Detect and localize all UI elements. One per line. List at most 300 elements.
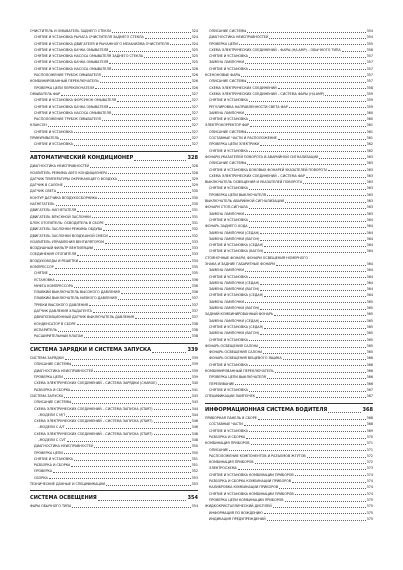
- toc-entry-title: РАЗБОРКА И СБОРКА: [34, 463, 71, 468]
- dot-leader: [89, 302, 191, 307]
- toc-entry-title: ОПИСАНИЕ СИСТЕМЫ: [34, 362, 72, 367]
- dot-leader: [93, 308, 191, 313]
- dot-leader: [102, 72, 191, 77]
- toc-entry-title: ДИАГНОСТИКА НЕИСПРАВНОСТЕЙ: [30, 164, 90, 169]
- toc-entry-title: СНЯТИЕ И УСТАНОВКА БАЧКА ОМЫВАТЕЛЯ: [34, 104, 109, 109]
- toc-page-number: 363: [366, 199, 373, 204]
- toc-entry-title: ЗАДНИЙ КОМБИНИРОВАННЫЙ ФОНАРЬ: [205, 312, 274, 317]
- toc-entry-title: СНЯТИЕ И УСТАНОВКА: [209, 186, 248, 191]
- toc-page-number: 344: [191, 412, 198, 417]
- toc-entry-title: ДВИГАТЕЛЬ ВПУСКНОЙ ЗАСЛОНКИ: [30, 214, 91, 219]
- toc-entry-title: РАСПОЛОЖЕНИЕ ТРУБОК ОМЫВАТЕЛЯ: [34, 117, 101, 122]
- toc-entry-title: КОНТУР ДАТЧИКА ВОЗДУХОСБОРНИКА: [30, 195, 98, 200]
- dot-leader: [57, 188, 191, 193]
- toc-page-number: 332: [191, 233, 198, 238]
- dot-leader: [64, 182, 191, 187]
- toc-page-number: 327: [191, 136, 198, 141]
- dot-leader: [109, 233, 191, 238]
- toc-entry-title: БЛОК ОТОПИТЕЛЬ: ОСВОДИТЕЛЬ В СБОРЕ: [30, 220, 104, 225]
- toc-entry-title: ФОНАРЬ ОСВЕЩЕНИЯ САЛОНА: [205, 343, 259, 348]
- toc-entry-title: СОСТАВНЫЕ ЧАСТИ: [209, 422, 243, 427]
- toc-page-number: 335: [191, 264, 198, 269]
- toc-page-number: 364: [366, 287, 373, 292]
- dot-leader: [71, 387, 190, 392]
- toc-entry-title: КАЛИБРОВКА КОМБИНАЦИИ ПРИБОРОВ: [209, 485, 279, 490]
- toc-entry-title: СНЯТИЕ И УСТАНОВКА НАСОСА ОМЫВАТЕЛЯ: [34, 66, 112, 71]
- dot-leader: [279, 484, 366, 489]
- dot-leader: [249, 204, 366, 209]
- toc-entry-title: ПРОВЕРКА ЦЕПИ ЭЛЕКТРИКИ: [209, 142, 260, 147]
- dot-leader: [249, 116, 366, 121]
- toc-entry-title: СХЕМА ЭЛЕКТРИЧЕСКИХ СОЕДИНЕНИЙ – СИСТЕМА ЗАРЯДКИ (CHARGE): [34, 381, 157, 386]
- toc-entry-title: ОПИСАНИЕ СИСТЕМЫ: [34, 400, 72, 405]
- toc-page-number: 350: [191, 444, 198, 449]
- toc-entry-title: СХЕМА ЭЛЕКТРИЧЕСКИХ СОЕДИНЕНИЙ – СИСТЕМА ФАР: [209, 173, 305, 178]
- toc-page-number: 343: [191, 400, 198, 405]
- toc-entry-title: ОМЫВАТЕЛЬ ФАР: [30, 91, 61, 96]
- dot-leader: [98, 195, 190, 200]
- dot-leader: [245, 267, 366, 272]
- toc-entry-title: СХЕМА ЭЛЕКТРИЧЕСКИХ СОЕДИНЕНИЙ – СИСТЕМА ФАРЫ (H/LAMP): [209, 91, 325, 96]
- toc-entry-title: СИСТЕМА ЗАПУСКА: [30, 393, 64, 398]
- toc-entry-title: ЗАМЕНА ЛАМПОЧКИ: [209, 60, 245, 65]
- section-divider: [205, 403, 373, 404]
- toc-page-number: 337: [191, 315, 198, 320]
- toc-entry-title: СНЯТИЕ И УСТАНОВКА ФОРСУНОК ОМЫВАТЕЛЯ: [34, 98, 117, 103]
- toc-entry-title: СХЕМА ЭЛЕКТРИЧЕСКИХ СОЕДИНЕНИЙ – СИСТЕМА ЗАПУСКА (START): [34, 419, 153, 424]
- dot-leader: [276, 261, 366, 266]
- dot-leader: [56, 201, 191, 206]
- toc-entry-title: СНЯТИЕ И УСТАНОВКА ДВИГАТЕЛЯ И РЫЧАЖНОГО МЕХАНИЗМА ОЧИСТИТЕЛЯ: [34, 41, 169, 46]
- toc-page-number: 348: [191, 431, 198, 436]
- toc-entry-title: ЗАМЕНА ЛАМПОЧКИ (ВАГОН): [209, 236, 260, 241]
- dot-leader: [56, 277, 191, 282]
- dot-leader: [112, 110, 190, 115]
- dot-leader: [118, 295, 191, 300]
- toc-entry-title: УСИЛИТЕЛЬ РЕЖИМА АВТО КОНДИЦИОНЕРА: [30, 170, 108, 175]
- dot-leader: [264, 324, 365, 329]
- toc-entry-title: СНЯТИЕ И УСТАНОВКА: [209, 54, 248, 59]
- toc-page-number: 365: [366, 306, 373, 311]
- toc-entry-title: ПРОВЕРКА ЦЕПИ КОМБИНАЦИИ ПРИБОРОВ: [209, 497, 284, 502]
- toc-section-heading[interactable]: [30, 154, 198, 163]
- toc-entry-title: ЗАМЕНА ЛАМПОЧКИ: [209, 299, 245, 304]
- dot-leader: [67, 437, 191, 442]
- toc-entry-title: СНЯТИЕ И УСТАНОВКА РЫЧАГА ОЧИСТИТЕЛЯ ЗАДНЕГО СТЕКЛА: [34, 35, 144, 40]
- toc-entry-title: ОПИСАНИЕ СИСТЕМЫ: [209, 79, 247, 84]
- toc-page-number: 331: [191, 214, 198, 219]
- dot-leader: [249, 217, 366, 222]
- toc-page-number: 327: [191, 110, 198, 115]
- toc-section-heading[interactable]: [205, 406, 373, 415]
- toc-page-number: 337: [191, 296, 198, 301]
- dot-leader: [77, 251, 190, 256]
- toc-entry-title: МУФТА КОМПРЕССОРА: [34, 283, 74, 288]
- toc-entry-title: СНЯТИЕ И УСТАНОВКА КОМБИНАЦИИ ПРИБОРОВ: [209, 472, 294, 477]
- toc-page-number: 359: [366, 98, 373, 103]
- toc-entry-title: СНЯТИЕ И УСТАНОВКА: [209, 362, 248, 367]
- toc-page-number: 355: [366, 41, 373, 46]
- toc-right-column: [205, 28, 373, 522]
- dot-leader: [71, 462, 190, 467]
- dot-leader: [109, 59, 190, 64]
- toc-entry-title: СПЕЦИФИКАЦИИ ЛАМПОЧЕК: [205, 394, 255, 399]
- dot-leader: [267, 516, 366, 521]
- dot-leader: [283, 355, 366, 360]
- toc-page-number: 365: [366, 337, 373, 342]
- toc-page-number: 348: [191, 438, 198, 442]
- toc-page-number: 374: [366, 472, 373, 477]
- toc-entry-title: ИНФОРМАЦИЯ ПО ВОЖДЕНИЮ: [209, 510, 263, 515]
- toc-page-number: 325: [191, 60, 198, 65]
- toc-entry-title: ЗАМЕНА ЛАМПОЧКИ: [209, 211, 245, 216]
- toc-entry-title: СХЕМА ЭЛЕКТРИЧЕСКИХ СОЕДИНЕНИЙ – ФАРЫ (H/LAMP) – ОБЫЧНОГО ТИПА: [209, 47, 341, 52]
- toc-entry-title: ПЛАВКИЙ ВЫКЛЮЧАТЕЛЬ НИЗКОГО ДАВЛЕНИЯ: [34, 296, 117, 301]
- toc-page-number: 357: [366, 60, 373, 65]
- dot-leader: [275, 368, 366, 373]
- toc-entry-title: СНЯТИЕ И УСТАНОВКА БАЧКА ОМЫВАТЕЛЯ: [34, 60, 109, 65]
- toc-page-number: 365: [366, 331, 373, 336]
- toc-entry-title: ОЧИСТИТЕЛЬ И ОМЫВАТЕЛЬ ЗАДНЕГО СТЕКЛА: [30, 29, 112, 33]
- toc-page-number: 327: [191, 117, 198, 122]
- toc-page-number: 363: [366, 180, 373, 185]
- dot-leader: [246, 434, 365, 439]
- toc-entry-title: ФОНАРЬ ЗАДНЕГО ХОДА: [205, 224, 248, 229]
- toc-page-number: 327: [191, 98, 198, 103]
- dot-leader: [307, 453, 366, 458]
- dot-leader: [152, 346, 186, 353]
- toc-page-number: 374: [366, 479, 373, 484]
- dot-leader: [121, 289, 191, 294]
- dot-leader: [245, 211, 366, 216]
- toc-page-number: 362: [366, 148, 373, 153]
- toc-entry-title: ПРОВЕРКА ЦЕПИ: [209, 41, 238, 46]
- toc-entry-title: СНЯТИЕ И УСТАНОВКА: [209, 387, 248, 392]
- toc-page-number: 360: [366, 117, 373, 122]
- dot-leader: [106, 481, 191, 486]
- toc-entry[interactable]: [30, 503, 198, 509]
- toc-entry-title: СНЯТИЕ И УСТАНОВКА НАСОСА ОМЫВАТЕЛЯ: [34, 110, 112, 115]
- toc-entry[interactable]: [30, 481, 198, 487]
- toc-entry-title: ДАТЧИК СВЕТА: [30, 189, 57, 194]
- toc-section-heading[interactable]: [30, 494, 198, 503]
- dot-leader: [229, 447, 365, 452]
- toc-entry-title: ПРОВЕРКА ЦЕПИ: [34, 450, 63, 455]
- toc-entry-title: УСТАНОВКА: [34, 277, 55, 282]
- toc-entry-title: ЗАМЕНА ЛАМПОЧКИ (СЕДАН): [209, 280, 260, 285]
- dot-leader: [74, 456, 191, 461]
- toc-page-number: 339: [191, 375, 198, 380]
- toc-entry-title: СНЯТИЕ И УСТАНОВКА: [34, 456, 73, 461]
- toc-entry-title: ДАТЧИК В САЛОНЕ: [30, 183, 63, 188]
- toc-page-number: 363: [366, 211, 373, 216]
- dot-leader: [255, 459, 366, 464]
- toc-page-number: 346: [191, 419, 198, 424]
- dot-leader: [94, 368, 190, 373]
- toc-page-number: 364: [366, 224, 373, 229]
- dot-leader: [303, 179, 365, 184]
- dot-leader: [250, 122, 366, 127]
- toc-entry-title: СНЯТИЕ И УСТАНОВКА КОМБИНАЦИИ ПРИБОРОВ: [209, 491, 294, 496]
- toc-page-number: 365: [366, 350, 373, 355]
- toc-entry-title: СНЯТИЕ И УСТАНОВКА: [209, 98, 248, 103]
- dot-leader: [154, 431, 191, 436]
- toc-page-number: 333: [191, 239, 198, 244]
- toc-entry-title: СНЯТИЕ: [34, 271, 48, 276]
- dot-leader: [263, 349, 365, 354]
- dot-leader: [118, 176, 191, 181]
- toc-entry-title: ПЕРЕЛИВАНИЕ: [209, 381, 235, 386]
- dot-leader: [112, 66, 190, 71]
- dot-leader: [267, 192, 366, 197]
- toc-page-number: 364: [366, 293, 373, 298]
- section-divider: [30, 151, 198, 152]
- toc-entry-title: ВОЗДУХОВОДЫ И РЕШЕТКИ: [30, 258, 79, 263]
- toc-page-number: 370: [366, 435, 373, 439]
- dot-leader: [306, 173, 366, 178]
- dot-leader: [98, 494, 187, 501]
- toc-entry-title: СТОЯНОЧНЫЕ ФОНАРИ, ФОНАРИ ОСВЕЩЕНИЯ НОМЕРНОГО: [205, 255, 308, 260]
- toc-page-number: 363: [366, 192, 373, 197]
- toc-entry-title: ЗАМЕНА ЛАМПОЧКИ (СЕДАН): [209, 318, 260, 323]
- dot-leader: [249, 274, 366, 279]
- toc-page-number: 343: [191, 393, 198, 398]
- toc-entry-title: ДАТЧИК ТЕМПЕРАТУРЫ ОКРУЖАЮЩЕГО ВОЗДУХА: [30, 176, 117, 181]
- toc-entry[interactable]: [205, 516, 373, 522]
- toc-page-number: 367: [366, 387, 373, 392]
- dot-leader: [260, 330, 365, 335]
- toc-entry-title: ПРИБОРНАЯ ПАНЕЛЬ В СБОРЕ: [205, 416, 257, 421]
- toc-entry-title: ИНФОРМАЦИОННАЯ СИСТЕМА ВОДИТЕЛЯ: [205, 407, 328, 414]
- toc-page-number: 333: [191, 252, 198, 257]
- toc-entry-title: ЗАМЕНА ЛАМПОЧКИ: [209, 268, 245, 273]
- dot-leader: [74, 141, 191, 146]
- toc-page-number: 371: [366, 447, 373, 452]
- toc-entry-title: ИСПАРИТЕЛЬ: [34, 327, 57, 332]
- toc-page-number: 341: [191, 387, 198, 392]
- toc-entry-title: КОМБИНИРОВАННЫЙ ПЕРЕКЛЮЧАТЕЛЬ: [30, 79, 99, 84]
- toc-page-number: 352: [191, 469, 198, 474]
- dot-leader: [260, 141, 365, 146]
- dot-leader: [154, 406, 191, 411]
- dot-leader: [154, 418, 191, 423]
- toc-page-number: 324: [191, 41, 198, 46]
- dot-leader: [328, 406, 361, 413]
- dot-leader: [77, 321, 191, 326]
- toc-page-number: 327: [191, 142, 198, 147]
- toc-page-number: 325: [191, 54, 198, 59]
- toc-page-number: 354: [187, 494, 198, 501]
- toc-page-number: 333: [191, 246, 198, 251]
- toc-entry-title: ПЛАВКИЙ ВЫКЛЮЧАТЕЛЬ ВЫСОКОГО ДАВЛЕНИЯ: [34, 290, 120, 295]
- dot-leader: [249, 337, 366, 342]
- toc-entry-title: ИНДИКАЦИЯ ПРЕДУПРЕЖДЕНИЙ: [209, 516, 266, 521]
- dot-leader: [249, 53, 366, 58]
- dot-leader: [117, 97, 190, 102]
- toc-entry-title: КЛАКСОН: [30, 123, 47, 128]
- dot-leader: [325, 91, 365, 96]
- toc-entry-title: ДВУХПОЗИЦИОННЫЙ ДАТЧИК ВЫКЛЮЧАТЕЛЬ ДАВЛЕНИЯ: [34, 315, 135, 320]
- toc-entry-title: СНЯТИЕ И УСТАНОВКА (СЕДАН): [209, 243, 264, 248]
- toc-page-number: 364: [366, 217, 373, 222]
- toc-page-number: 357: [366, 54, 373, 59]
- toc-page-number: 327: [191, 123, 198, 128]
- dot-leader: [170, 41, 191, 46]
- dot-leader: [235, 381, 365, 386]
- toc-entry-title: –МОДЕЛИ С A/T: [38, 425, 65, 430]
- dot-leader: [64, 374, 191, 379]
- toc-entry-title: ЗАМЕНА ЛАМПОЧКИ (СЕДАН): [209, 230, 260, 235]
- toc-entry-title: РАЗБОРКА И СБОРКА КОМБИНАЦИИ ПРИБОРОВ: [209, 479, 292, 484]
- toc-entry-title: УСИЛИТЕЛЬ УПРАВЛЕНИЯ ВЕНТИЛЯТОРОМ: [30, 239, 105, 244]
- dot-leader: [100, 78, 191, 83]
- toc-page-number: 328: [191, 170, 198, 175]
- toc-entry-title: ДВИГАТЕЛЬ НАГНЕТАТЕЛЯ: [30, 208, 77, 213]
- dot-leader: [260, 230, 365, 235]
- dot-leader: [319, 154, 365, 159]
- toc-entry-title: СБОРКА: [34, 475, 48, 480]
- toc-page-number: 375: [366, 497, 373, 502]
- toc-page-number: 353: [191, 475, 198, 480]
- toc-entry-title: ФОНАРИ СТОП-СИГНАЛА: [205, 205, 248, 210]
- toc-page-number: 363: [366, 205, 373, 210]
- toc-page-number: 329: [191, 183, 198, 188]
- toc-entry[interactable]: [30, 333, 198, 339]
- toc-entry-title: СНЯТИЕ И УСТАНОВКА БАЧКА ОМЫВАТЕЛЯ: [34, 47, 109, 52]
- toc-page-number: 329: [191, 176, 198, 181]
- dot-leader: [256, 393, 366, 398]
- dot-leader: [258, 415, 366, 420]
- dot-leader: [247, 28, 365, 33]
- dot-leader: [245, 59, 366, 64]
- toc-entry-title: ПРОВЕРКА ЦЕПИ ПЕРЕКЛЮЧАТЕЛЯ: [34, 85, 95, 90]
- toc-page-number: 326: [191, 85, 198, 90]
- dot-leader: [249, 185, 366, 190]
- toc-page-number: 365: [366, 324, 373, 329]
- toc-entry-title: ЗНАКА И ЗАДНИЕ ГАБАРИТНЫЕ ФОНАРИ: [205, 261, 275, 266]
- toc-page-number: 363: [366, 173, 373, 178]
- toc-page-number: 338: [191, 334, 198, 339]
- toc-entry-title: ТЕХНИЧЕСКИЕ ДАННЫЕ И СПЕЦИФИКАЦИИ: [30, 482, 105, 487]
- toc-entry-title: ЗАМЕНА ЛАМПОЧКИ (ВАГОН): [209, 306, 260, 311]
- dot-leader: [249, 428, 366, 433]
- dot-leader: [285, 497, 366, 502]
- toc-page-number: 365: [366, 343, 373, 348]
- toc-entry-title: ДВИГАТЕЛЬ ЗАСЛОНКИ ВОЗДУШНОЙ СМЕСИ: [30, 233, 108, 238]
- toc-entry-title: СНЯТИЕ И УСТАНОВКА БОКОВЫХ ФОНАРЕЙ УКАЗАТЕЛЕЙ ПОВОРОТА: [209, 167, 328, 172]
- dot-leader: [259, 343, 365, 348]
- toc-entry-title: СНЯТИЕ И УСТАНОВКА: [209, 428, 248, 433]
- toc-page-number: 366: [366, 369, 373, 374]
- toc-page-number: 324: [191, 29, 198, 33]
- toc-entry[interactable]: [30, 141, 198, 147]
- toc-page-number: 368: [366, 422, 373, 427]
- dot-leader: [247, 129, 365, 134]
- toc-entry-title: СНЯТИЕ И УСТАНОВКА: [209, 337, 248, 342]
- toc-page-number: 366: [366, 381, 373, 386]
- toc-entry-title: ФОНАРИ УКАЗАТЕЛЕЙ ПОВОРОТА И АВАРИЙНОЙ СИГНАЛИЗАЦИИ: [205, 154, 319, 159]
- dot-leader: [55, 264, 191, 269]
- dot-leader: [249, 148, 366, 153]
- dot-leader: [295, 472, 366, 477]
- toc-entry-title: ФАРЫ ОБЫЧНОГО ТИПА: [30, 503, 72, 508]
- dot-leader: [245, 110, 366, 115]
- toc-page-number: 330: [191, 202, 198, 207]
- toc-entry-title: СИСТЕМА ЗАРЯДКИ: [30, 356, 64, 361]
- dot-leader: [74, 129, 191, 134]
- dot-leader: [249, 362, 366, 367]
- toc-page-number: 365: [366, 318, 373, 323]
- toc-entry[interactable]: [205, 393, 373, 399]
- dot-leader: [285, 198, 366, 203]
- toc-section-heading[interactable]: [30, 346, 198, 355]
- toc-page-number: 363: [366, 154, 373, 159]
- dot-leader: [92, 214, 191, 219]
- dot-leader: [48, 122, 191, 127]
- toc-entry-title: СХЕМА ЭЛЕКТРИЧЕСКИХ СОЕДИНЕНИЙ: [209, 85, 277, 90]
- toc-page-number: 337: [191, 309, 198, 314]
- toc-page-number: 375: [366, 510, 373, 515]
- dot-leader: [274, 311, 365, 316]
- dot-leader: [264, 510, 366, 515]
- toc-page-number: 337: [191, 302, 198, 307]
- dot-leader: [295, 491, 366, 496]
- toc-page-number: 363: [366, 167, 373, 172]
- toc-page-number: 336: [191, 277, 198, 282]
- toc-entry-title: СНЯТИЕ И УСТАНОВКА (СЕДАН): [209, 324, 264, 329]
- toc-entry-title: СНЯТИЕ И УСТАНОВКА: [209, 148, 248, 153]
- toc-entry-title: ЗАМЕНА ЛАМПОЧКИ (ВАГОН): [209, 331, 260, 336]
- dot-leader: [72, 361, 190, 366]
- dot-leader: [278, 85, 366, 90]
- dot-leader: [260, 280, 365, 285]
- toc-entry-title: СНЯТИЕ И УСТАНОВКА: [209, 274, 248, 279]
- toc-entry-title: КОМПРЕССОР: [30, 264, 54, 269]
- toc-entry-title: СИСТЕМА ЗАРЯДКИ И СИСТЕМА ЗАПУСКА: [30, 347, 152, 354]
- dot-leader: [244, 421, 366, 426]
- toc-entry-title: ОПИСАНИЕ СИСТЕМЫ: [209, 161, 247, 166]
- toc-page-number: 332: [191, 227, 198, 232]
- toc-entry-title: ПРОВЕРКА ЦЕПИ: [34, 375, 63, 380]
- toc-page-number: 339: [191, 356, 198, 361]
- dot-leader: [108, 170, 190, 175]
- toc-entry-title: РАСПОЛОЖЕНИЕ ТРУБОК ОМЫВАТЕЛЯ: [34, 73, 101, 78]
- dot-leader: [72, 503, 190, 508]
- toc-page-number: 327: [191, 129, 198, 134]
- toc-entry-title: ПРИКУРИВАТЕЛЬ: [30, 136, 60, 141]
- dot-leader: [109, 104, 190, 109]
- toc-entry-title: СНЯТИЕ И УСТАНОВКА: [34, 142, 73, 147]
- dot-leader: [239, 41, 366, 46]
- toc-page-number: 328: [191, 164, 198, 169]
- toc-entry-title: ДИАГНОСТИКА НЕИСПРАВНОСТЕЙ: [209, 35, 269, 40]
- toc-page-number: 366: [366, 375, 373, 380]
- toc-entry-title: РАЗБОРКА И СБОРКА: [34, 387, 71, 392]
- toc-entry-title: КОНДЕНСАТОР В СБОРЕ: [34, 321, 76, 326]
- toc-page-number: 327: [191, 91, 198, 96]
- dot-leader: [260, 236, 365, 241]
- toc-page-number: 368: [366, 416, 373, 421]
- toc-page-number: 331: [191, 220, 198, 225]
- dot-leader: [79, 258, 191, 263]
- toc-page-number: 364: [366, 274, 373, 279]
- dot-leader: [264, 248, 365, 253]
- toc-page-number: 372: [366, 453, 373, 458]
- toc-page-number: 328: [187, 155, 198, 162]
- toc-page-number: 366: [366, 362, 373, 367]
- toc-page-number: 326: [191, 66, 198, 71]
- toc-page-number: 338: [191, 327, 198, 332]
